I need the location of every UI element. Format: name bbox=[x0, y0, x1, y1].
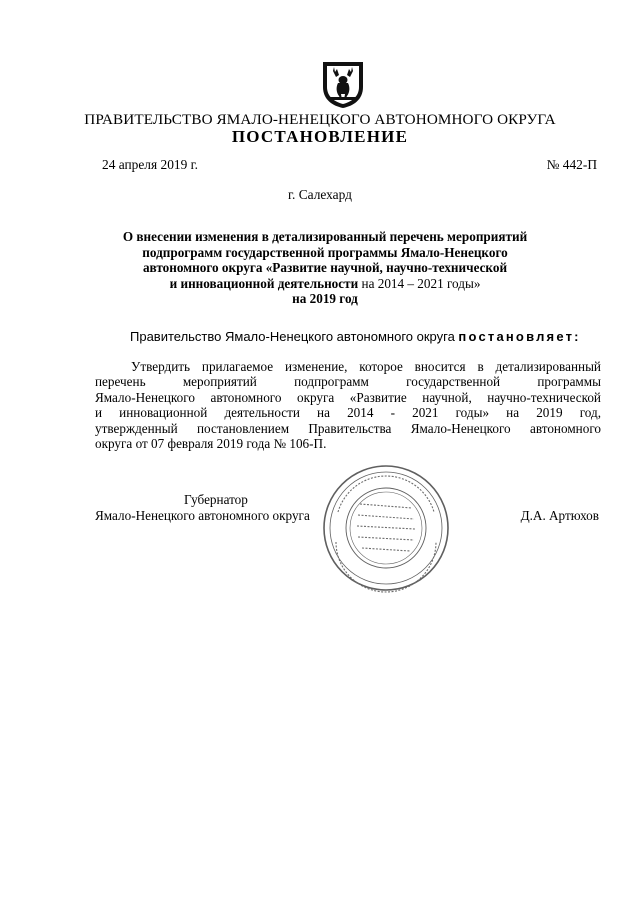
document-type: ПОСТАНОВЛЕНИЕ bbox=[231, 127, 409, 146]
body-line: Ямало-Ненецкого автономного округа «Развитие научной, научно-технической bbox=[95, 389, 601, 405]
body-line: перечень мероприятий подпрограмм государственной программы bbox=[95, 374, 601, 390]
document-number: № 442-П bbox=[546, 157, 597, 172]
title-line-part: и инновационной деятельности bbox=[169, 275, 362, 291]
signatory-position: Губернатор bbox=[184, 492, 248, 507]
body-line: округа от 07 февраля 2019 года № 106-П. bbox=[95, 436, 327, 452]
body-line: и инновационной деятельности на 2014 - 2021 годы» на 2019 год, bbox=[95, 405, 601, 421]
title-line bbox=[80, 276, 570, 292]
resolution-line bbox=[130, 329, 581, 344]
title-line-part-normal: на 2014 – 2021 годы» bbox=[361, 275, 481, 291]
document-city: г. Салехард bbox=[288, 187, 352, 202]
title-line: автономного округа «Развитие научной, научно-технической bbox=[142, 260, 508, 276]
body-paragraph bbox=[95, 359, 601, 451]
resolution-intro: Правительство Ямало-Ненецкого автономного округа bbox=[130, 329, 459, 344]
document-title bbox=[80, 229, 570, 307]
deer-coat-of-arms-icon bbox=[320, 59, 366, 109]
signatory-position-region: Ямало-Ненецкого автономного округа bbox=[95, 508, 310, 523]
body-line: утвержденный постановлением Правительства Ямало-Ненецкого автономного bbox=[95, 420, 601, 436]
title-line: О внесении изменения в детализированный перечень мероприятий bbox=[122, 229, 528, 244]
body-line: Утвердить прилагаемое изменение, которое вносится в детализированный bbox=[131, 359, 601, 374]
document-date: 24 апреля 2019 г. bbox=[102, 157, 198, 172]
signatory-name: Д.А. Артюхов bbox=[520, 508, 599, 523]
title-line: подпрограмм государственной программы Ямало-Ненецкого bbox=[142, 244, 508, 260]
resolution-verb: постановляет: bbox=[458, 329, 581, 344]
organization-name: ПРАВИТЕЛЬСТВО ЯМАЛО-НЕНЕЦКОГО АВТОНОМНОГО ОКРУГА bbox=[84, 111, 556, 128]
round-seal-stamp bbox=[320, 462, 452, 594]
title-line: на 2019 год bbox=[292, 291, 358, 307]
